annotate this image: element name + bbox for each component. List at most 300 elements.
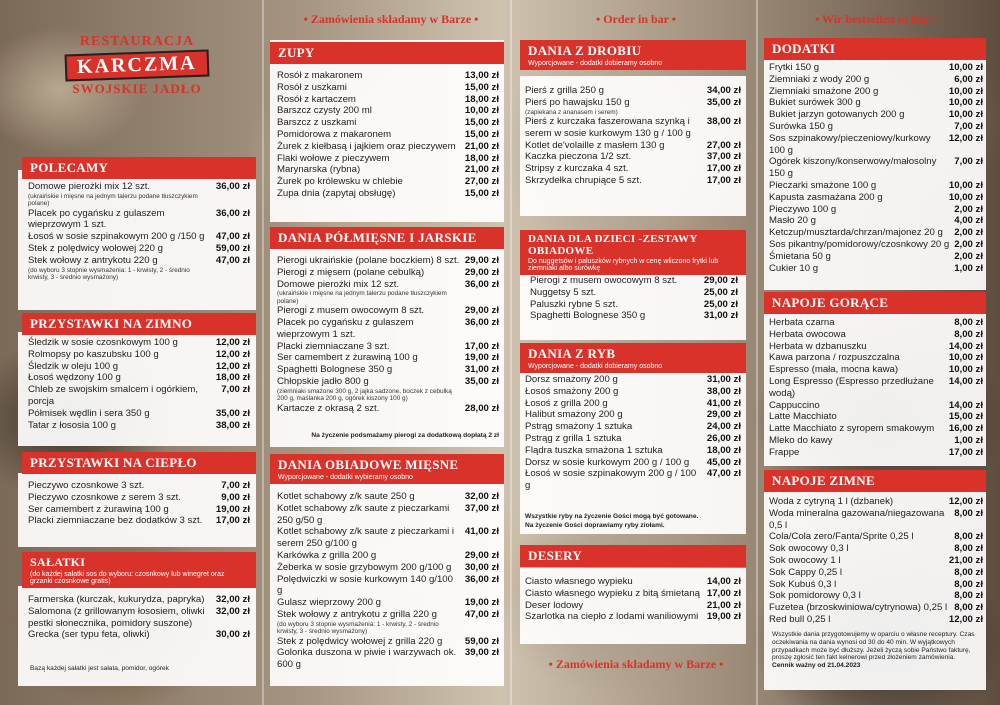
menu-item-name xyxy=(28,629,216,641)
menu-item-name xyxy=(277,526,465,550)
menu-item-name xyxy=(277,82,465,94)
menu-item xyxy=(277,279,499,306)
menu-item-note: (do wyboru 3 stopnie wysmażenia: 1 - krwisty, 2 - średnio krwisty, 3 - średnio wysmażony) xyxy=(277,620,439,636)
section-title-desery: DESERY xyxy=(520,545,746,567)
menu-item-name xyxy=(28,349,216,361)
list-gorace xyxy=(769,317,983,459)
menu-item-name xyxy=(769,400,949,412)
menu-item-name xyxy=(525,175,707,187)
menu-item xyxy=(28,408,250,420)
menu-item-name xyxy=(769,62,949,74)
menu-item-name-text: Spaghetti Bolognese 350 g xyxy=(530,310,646,322)
menu-item-price: 37,00 zł xyxy=(706,151,741,163)
menu-item-name-text: Espresso (mała, mocna kawa) xyxy=(769,364,899,376)
menu-item xyxy=(28,255,250,282)
menu-item-name-text: Dorsz w sosie kurkowym 200 g / 100 g xyxy=(525,456,690,468)
menu-item-price: 8,00 zł xyxy=(954,578,983,590)
menu-item-price: 21,00 zł xyxy=(706,599,741,611)
menu-item-name xyxy=(769,204,954,216)
menu-item-name-text: Skrzydełka chrupiące 5 szt. xyxy=(525,174,642,186)
menu-item-note: (ukraińskie i mięsne na jednym talerzu podane tłuszczykiem polane) xyxy=(277,290,447,305)
menu-item-name-text: Bukiet jarzyn gotowanych 200 g xyxy=(769,109,905,121)
menu-item-name xyxy=(769,263,954,275)
menu-item xyxy=(525,445,741,457)
menu-item-name-text: Paluszki rybne 5 szt. xyxy=(530,298,618,310)
menu-item-name-text: Stek z polędwicy wołowej z grilla 220 g xyxy=(277,635,443,647)
menu-item xyxy=(769,329,983,341)
menu-item-price: 10,00 zł xyxy=(948,109,983,121)
section-title-gorace: NAPOJE GORĄCE xyxy=(764,292,986,314)
menu-item-price: 12,00 zł xyxy=(948,613,983,625)
menu-item-name-text: Flądra tuszka smażona 1 sztuka xyxy=(525,444,663,456)
menu-item-name-text: Domowe pierożki mix 12 szt. xyxy=(277,278,400,290)
menu-item xyxy=(277,70,499,82)
menu-item xyxy=(525,421,741,433)
menu-item-name-text: Łosoś wędzony 100 g xyxy=(28,372,121,384)
menu-item-price: 21,00 zł xyxy=(464,164,499,176)
menu-item-name xyxy=(277,636,465,648)
menu-item-price: 10,00 zł xyxy=(948,97,983,109)
menu-item-name-text: Latte Macchiato z syropem smakowym xyxy=(769,423,935,435)
menu-item-price: 4,00 zł xyxy=(954,215,983,227)
menu-item-price: 41,00 zł xyxy=(464,526,499,538)
menu-item-name xyxy=(28,594,216,606)
menu-item-name-text: Kotlet schabowy z/k saute 250 g xyxy=(277,491,415,502)
menu-item-name xyxy=(769,555,949,567)
menu-item-name-text: Pierogi z mięsem (polane cebulką) xyxy=(277,266,425,278)
menu-item-name-text: Pierogi z musem owocowym 8 szt. xyxy=(530,275,678,286)
menu-item-price: 37,00 zł xyxy=(464,502,499,514)
section-title-polmiesne: DANIA PÓŁMIĘSNE I JARSKIE xyxy=(270,227,504,249)
menu-item-name xyxy=(277,609,465,636)
menu-item-name xyxy=(277,562,465,574)
menu-item xyxy=(525,588,741,600)
menu-item-name xyxy=(28,480,221,492)
menu-item xyxy=(769,317,983,329)
menu-item-name xyxy=(525,433,707,445)
menu-item-price: 38,00 zł xyxy=(706,385,741,397)
menu-item xyxy=(769,74,983,86)
menu-item xyxy=(769,133,983,157)
menu-item xyxy=(769,156,983,180)
menu-item-name-text: Żeberka w sosie grzybowym 200 g/100 g xyxy=(277,561,452,573)
menu-item-price: 29,00 zł xyxy=(464,266,499,278)
menu-item-price: 12,00 zł xyxy=(215,360,250,372)
menu-item xyxy=(525,175,741,187)
price-list-validity: Cennik ważny od 21.04.2023 xyxy=(772,662,861,670)
menu-item-name xyxy=(769,602,954,614)
menu-item-name xyxy=(769,447,949,459)
menu-item-name xyxy=(277,647,465,671)
menu-item xyxy=(28,594,250,606)
dzieci-title: DANIA DLA DZIECI -ZESTAWY OBIADOWE xyxy=(528,233,698,257)
menu-item-price: 36,00 zł xyxy=(464,317,499,328)
menu-item-price: 14,00 zł xyxy=(948,375,983,387)
menu-item-name xyxy=(28,384,221,408)
drob-subtitle: Wyporcjowane - dodatki dobieramy osobno xyxy=(528,60,663,67)
menu-item-price: 17,00 zł xyxy=(706,163,741,175)
menu-item-name xyxy=(277,188,465,200)
menu-item-name xyxy=(277,503,465,527)
menu-item xyxy=(277,267,499,279)
menu-item-price: 8,00 zł xyxy=(954,590,983,602)
menu-item-price: 31,00 zł xyxy=(703,310,738,322)
section-title-ryby xyxy=(520,343,746,373)
menu-item xyxy=(277,636,499,648)
menu-item-name xyxy=(277,352,465,364)
menu-item xyxy=(525,163,741,175)
menu-item-name-text: Pieczywo czosnkowe 3 szt. xyxy=(28,480,145,491)
menu-item-name xyxy=(525,97,707,116)
menu-item-name xyxy=(277,317,465,341)
menu-footer xyxy=(772,631,982,670)
menu-item-name-text: Ketczup/musztarda/chrzan/majonez 20 g xyxy=(769,227,943,239)
menu-item-price: 15,00 zł xyxy=(948,411,983,423)
menu-item xyxy=(769,121,983,133)
menu-item-price: 17,00 zł xyxy=(215,515,250,527)
menu-item-name-text: Flaki wołowe z pieczywem xyxy=(277,152,390,164)
menu-item-price: 35,00 zł xyxy=(464,375,499,387)
menu-item-price: 10,00 zł xyxy=(948,364,983,376)
list-drob xyxy=(525,85,741,187)
menu-item xyxy=(525,386,741,398)
menu-item-price: 26,00 zł xyxy=(706,432,741,444)
menu-item-name xyxy=(277,94,465,106)
logo-karczma: KARCZMA xyxy=(65,50,209,82)
menu-item-name-text: Woda mineralna gazowana/niegazowana 0,5 l xyxy=(769,507,945,531)
menu-item xyxy=(28,492,250,504)
section-title-przystawki-cieplo: PRZYSTAWKI NA CIEPŁO xyxy=(22,452,256,474)
menu-item xyxy=(28,420,250,432)
menu-item-name-text: Zupa dnia (zapytaj obsługę) xyxy=(277,187,396,199)
menu-item-price: 15,00 zł xyxy=(464,117,499,129)
menu-item xyxy=(769,364,983,376)
menu-item-name xyxy=(525,85,707,97)
menu-item xyxy=(530,275,738,287)
menu-item xyxy=(769,543,983,555)
menu-item-name-text: Herbata w dzbanuszku xyxy=(769,340,867,352)
fold-line xyxy=(262,0,264,705)
menu-item xyxy=(277,117,499,129)
menu-item-name xyxy=(277,255,465,267)
menu-item xyxy=(525,151,741,163)
menu-item-name-text: Cappuccino xyxy=(769,399,820,411)
menu-item-name-text: Salomona (z grillowanym łososiem, oliwki pestki słonecznika, pomidory suszone) xyxy=(28,605,205,629)
menu-item-name xyxy=(277,129,465,141)
menu-item xyxy=(28,384,250,408)
menu-item xyxy=(28,337,250,349)
menu-item-name xyxy=(28,181,216,208)
menu-item-name xyxy=(769,109,949,121)
menu-item-price: 32,00 zł xyxy=(464,491,499,502)
menu-item-name xyxy=(28,420,216,432)
menu-item-price: 7,00 zł xyxy=(221,480,250,491)
section-title-polecamy: POLECAMY xyxy=(22,157,256,179)
menu-item-price: 17,00 zł xyxy=(948,446,983,458)
menu-item-name-text: Marynarska (rybna) xyxy=(277,164,361,176)
menu-item-name xyxy=(28,361,216,373)
menu-item xyxy=(769,263,983,275)
menu-item-name xyxy=(277,153,465,165)
list-ryby xyxy=(525,374,741,492)
menu-item-price: 19,00 zł xyxy=(706,611,741,623)
menu-item xyxy=(769,62,983,74)
list-dzieci xyxy=(530,275,738,322)
banner-order-pl-bottom: • Zamówienia składamy w Barze • xyxy=(548,657,724,671)
list-zupy xyxy=(277,70,499,200)
restaurant-logo xyxy=(42,34,232,104)
menu-item-price: 35,00 zł xyxy=(706,96,741,108)
menu-item-name-text: Stek wołowy z antrykotu 220 g xyxy=(28,254,158,266)
menu-item-name xyxy=(277,341,465,353)
menu-item-name-text: Fuzetea (brzoskwiniowa/cytrynowa) 0,25 l xyxy=(769,602,948,614)
menu-item-price: 38,00 zł xyxy=(215,419,250,431)
menu-item-price: 2,00 zł xyxy=(954,238,983,250)
menu-item-name xyxy=(769,215,954,227)
menu-item-price: 16,00 zł xyxy=(948,423,983,435)
menu-item xyxy=(277,317,499,341)
menu-item-price: 29,00 zł xyxy=(464,549,499,561)
menu-item-note: (ukraińskie i mięsne na jednym talerzu podane tłuszczykiem polane) xyxy=(28,192,198,208)
menu-item-name xyxy=(525,386,707,398)
menu-item-name-text: Kartacze z okrasą 2 szt. xyxy=(277,402,380,414)
section-title-przystawki-zimne: PRZYSTAWKI NA ZIMNO xyxy=(22,313,256,335)
menu-item-name-text: Grecka (ser typu feta, oliwki) xyxy=(28,629,150,641)
menu-item-price: 36,00 zł xyxy=(215,181,250,192)
menu-item-price: 28,00 zł xyxy=(464,402,499,414)
menu-item-name-text: Śledzik w sosie czosnkowym 100 g xyxy=(28,337,178,348)
menu-item-name-text: Sok Kubuś 0,3 l xyxy=(769,578,837,590)
menu-item-name xyxy=(277,70,465,82)
menu-item-price: 8,00 zł xyxy=(954,543,983,555)
menu-item-name-text: Farmerska (kurczak, kukurydza, papryka) xyxy=(28,594,205,605)
menu-item-name xyxy=(525,576,707,588)
menu-item-name xyxy=(525,588,707,600)
menu-item-name xyxy=(530,275,704,287)
menu-item-name xyxy=(769,543,954,555)
menu-footer-text: Wszystkie dania przygotowujemy w oparciu o własne receptury. Czas oczekiwania na dania wynosi od 30 do 40 min. W wyjątkowych przypadkach może być dłuższy. Jeżeli życzą sobie Państwo fakturę, proszę zgłosić ten fakt kelnerowi przed złożeniem zamówienia. xyxy=(772,631,975,662)
menu-item-name xyxy=(277,164,465,176)
menu-item-name-text: Żurek po królewsku w chlebie xyxy=(277,176,403,188)
menu-item xyxy=(525,468,741,492)
menu-item-name xyxy=(769,435,954,447)
menu-item xyxy=(769,352,983,364)
menu-item-name-text: Pierogi z musem owocowym 8 szt. xyxy=(277,305,425,317)
menu-item xyxy=(769,531,983,543)
menu-item xyxy=(769,215,983,227)
menu-item xyxy=(277,129,499,141)
menu-item-price: 32,00 zł xyxy=(215,605,250,617)
menu-item-price: 8,00 zł xyxy=(954,531,983,543)
banner-order-pl: • Zamówienia składamy w Barze • xyxy=(303,12,479,26)
menu-item-price: 12,00 zł xyxy=(948,132,983,144)
menu-item xyxy=(525,398,741,410)
menu-item xyxy=(525,85,741,97)
menu-item xyxy=(28,504,250,516)
menu-item-name xyxy=(28,408,216,420)
menu-item-price: 36,00 zł xyxy=(215,207,250,219)
menu-item-name-text: Pstrąg z grilla 1 sztuka xyxy=(525,432,622,444)
menu-item-price: 29,00 zł xyxy=(464,255,499,266)
menu-item-name-text: Pierogi ukraińskie (polane boczkiem) 8 szt. xyxy=(277,255,460,266)
ryby-footer-2: Na życzenie Gości doprawiamy ryby ziołami. xyxy=(525,522,665,529)
menu-item-price: 10,00 zł xyxy=(464,105,499,117)
menu-item-name-text: Kaczka pieczona 1/2 szt. xyxy=(525,151,632,163)
menu-item xyxy=(525,576,741,588)
menu-item-price: 14,00 zł xyxy=(706,576,741,587)
menu-item xyxy=(769,400,983,412)
menu-item-note: (zapiekana z ananasem i serem) xyxy=(525,108,618,116)
menu-item xyxy=(530,310,738,322)
menu-item-name-text: Łosoś w sosie szpinakowym 200 g / 100 g xyxy=(525,468,697,492)
menu-item xyxy=(277,550,499,562)
menu-item-price: 1,00 zł xyxy=(954,434,983,446)
menu-item-price: 41,00 zł xyxy=(706,397,741,409)
menu-item xyxy=(277,94,499,106)
menu-item-name xyxy=(525,116,707,140)
list-obiadowe xyxy=(277,491,499,671)
menu-item xyxy=(769,614,983,626)
menu-item-name-text: Sos szpinakowy/pieczeniowy/kurkowy 100 g xyxy=(769,132,931,156)
menu-item-name-text: Nuggetsy 5 szt. xyxy=(530,286,597,298)
menu-item xyxy=(277,352,499,364)
menu-item-price: 27,00 zł xyxy=(706,139,741,151)
menu-item-name xyxy=(277,117,465,129)
list-przystawki-zimne xyxy=(28,337,250,431)
menu-item xyxy=(769,251,983,263)
menu-item-name xyxy=(277,403,465,415)
menu-item-name xyxy=(769,317,954,329)
menu-item xyxy=(769,423,983,435)
menu-item xyxy=(277,164,499,176)
menu-item-price: 19,00 zł xyxy=(215,503,250,515)
menu-item-name-text: Ogórek kiszony/konserwowy/małosolny 150 g xyxy=(769,156,937,180)
menu-item-price: 13,00 zł xyxy=(464,70,499,81)
menu-item-price: 34,00 zł xyxy=(706,85,741,96)
menu-item-name xyxy=(769,531,954,543)
menu-item-name-text: Ciasto własnego wypieku z bitą śmietaną xyxy=(525,587,700,599)
menu-item-name xyxy=(277,491,465,503)
menu-item-name-text: Tatar z łososia 100 g xyxy=(28,419,116,431)
menu-item-name-text: Golonka duszona w piwie i warzywach ok. 600 g xyxy=(277,647,457,671)
ryby-subtitle: Wyporcjowane - dodatki dobieramy osobno xyxy=(528,363,663,370)
menu-item xyxy=(277,562,499,574)
menu-item-name-text: Domowe pierożki mix 12 szt. xyxy=(28,181,151,192)
menu-item-name xyxy=(28,606,216,630)
polmiesne-footer: Na życzenie podsmażamy pierogi za dodatkową dopłatą 2 zł xyxy=(311,432,499,439)
menu-item-name-text: Ser camembert z żurawiną 100 g xyxy=(28,503,169,515)
menu-item xyxy=(769,411,983,423)
menu-item-price: 18,00 zł xyxy=(706,444,741,456)
menu-item-name xyxy=(769,329,954,341)
menu-item-name-text: Surówka 150 g xyxy=(769,120,833,132)
list-salatki xyxy=(28,594,250,641)
menu-item-name-text: Mleko do kawy xyxy=(769,434,833,446)
menu-item xyxy=(277,305,499,317)
menu-item-name xyxy=(525,600,707,612)
menu-item xyxy=(769,192,983,204)
menu-item-price: 8,00 zł xyxy=(954,602,983,614)
menu-item-name xyxy=(769,590,954,602)
menu-item-name xyxy=(28,492,221,504)
section-title-salatki xyxy=(22,552,256,588)
menu-item-name xyxy=(769,352,949,364)
menu-item xyxy=(525,457,741,469)
menu-item-name xyxy=(769,74,954,86)
menu-item xyxy=(28,181,250,208)
menu-item-name xyxy=(28,372,216,384)
menu-item-price: 47,00 zł xyxy=(706,468,741,480)
menu-item-name-text: Deser lodowy xyxy=(525,599,584,611)
menu-item xyxy=(769,97,983,109)
menu-item-name xyxy=(28,231,216,243)
menu-item-name-text: Long Espresso (Espresso przedłużane wodą) xyxy=(769,375,934,399)
menu-item xyxy=(28,208,250,232)
menu-item xyxy=(277,526,499,550)
menu-item-price: 10,00 zł xyxy=(948,179,983,191)
menu-item-name xyxy=(28,243,216,255)
section-title-obiadowe xyxy=(270,454,504,484)
menu-item-price: 29,00 zł xyxy=(464,305,499,317)
menu-item-name-text: Ser camembert z żurawiną 100 g xyxy=(277,352,418,364)
menu-item-name xyxy=(525,611,707,623)
menu-item-name xyxy=(277,305,465,317)
menu-item xyxy=(769,376,983,400)
drob-title: DANIA Z DROBIU xyxy=(528,43,642,58)
logo-swojskie-jadlo: SWOJSKIE JADŁO xyxy=(72,81,202,96)
menu-item-name xyxy=(769,364,949,376)
logo-restauracja: RESTAURACJA xyxy=(79,34,195,49)
menu-item-price: 25,00 zł xyxy=(703,286,738,298)
menu-item-name-text: Herbata czarna xyxy=(769,317,835,328)
menu-item xyxy=(277,647,499,671)
menu-item xyxy=(277,188,499,200)
menu-item-price: 15,00 zł xyxy=(464,187,499,199)
menu-item-price: 38,00 zł xyxy=(706,116,741,127)
menu-item-name-text: Łosoś smażony 200 g xyxy=(525,385,619,397)
menu-item-name xyxy=(525,151,707,163)
menu-item-note: (ziemniaki smażone 300 g, 2 jajka sadzone, boczek z cebulką 200 g, maślanka 200 g, ogórek kiszony 100 g) xyxy=(277,387,452,403)
menu-item xyxy=(769,602,983,614)
menu-item-price: 12,00 zł xyxy=(215,337,250,348)
menu-item-name-text: Łosoś w sosie szpinakowym 200 g /150 g xyxy=(28,231,205,243)
menu-item-name xyxy=(769,121,954,133)
menu-item-name xyxy=(769,156,954,180)
menu-item-name xyxy=(769,239,954,251)
menu-item-price: 25,00 zł xyxy=(703,298,738,310)
menu-item xyxy=(277,341,499,353)
menu-item xyxy=(769,239,983,251)
menu-item xyxy=(769,86,983,98)
menu-item-price: 59,00 zł xyxy=(215,243,250,254)
menu-item xyxy=(769,590,983,602)
menu-item xyxy=(28,515,250,527)
menu-item-name xyxy=(769,251,954,263)
menu-item-price: 47,00 zł xyxy=(215,231,250,243)
menu-item xyxy=(530,299,738,311)
menu-item-name-text: Placki ziemniaczane 3 szt. xyxy=(277,340,390,352)
menu-item-name xyxy=(525,468,707,492)
menu-item-price: 29,00 zł xyxy=(703,275,738,286)
menu-item-name-text: Stripsy z kurczaka 4 szt. xyxy=(525,163,629,175)
menu-item-name-text: Pieczarki smażone 100 g xyxy=(769,179,877,191)
menu-item xyxy=(525,433,741,445)
menu-item-name xyxy=(28,515,216,527)
menu-item-price: 7,00 zł xyxy=(954,120,983,132)
menu-item-price: 17,00 zł xyxy=(464,340,499,352)
menu-item xyxy=(28,629,250,641)
menu-item-name xyxy=(277,550,465,562)
